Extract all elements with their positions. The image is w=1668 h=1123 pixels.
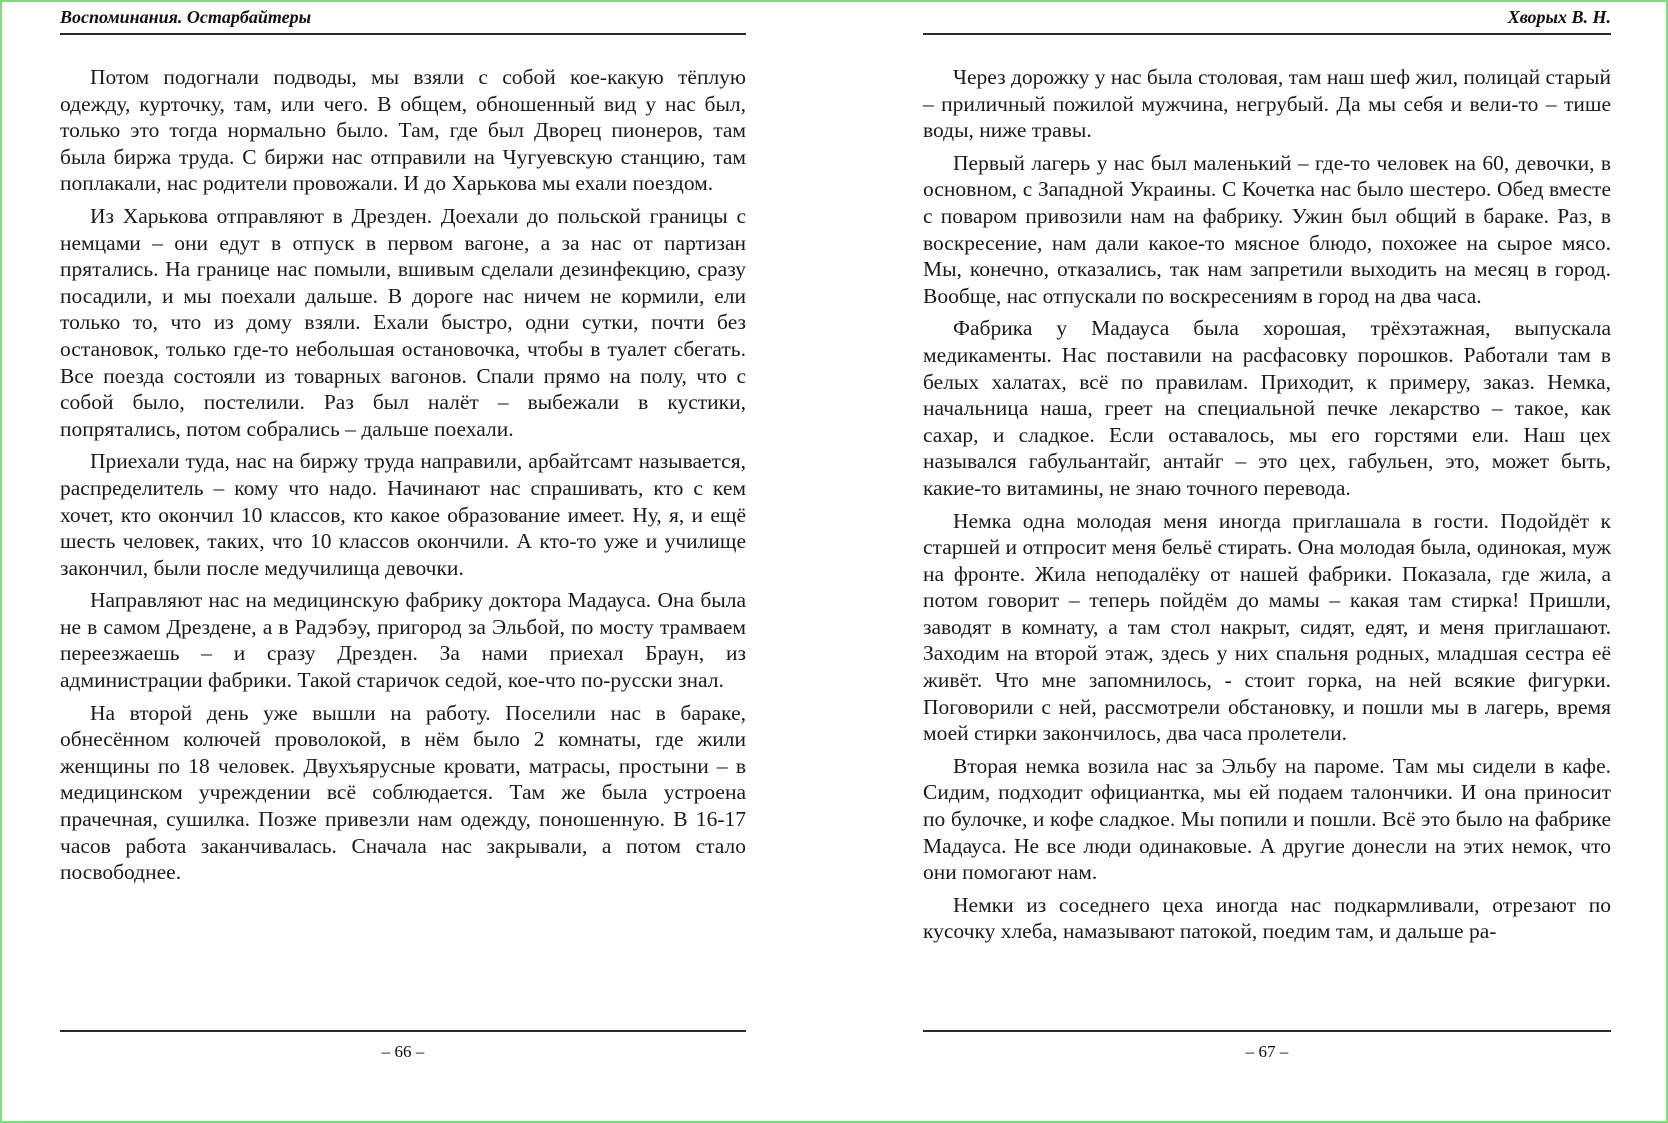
page-body [60,64,746,892]
page-body [923,64,1611,951]
footer-rule [60,1030,746,1032]
header-rule [923,33,1611,35]
paragraph: Первый лагерь у нас был маленький – где-то человек на 60, девочки, в основном, с Западной Украины. С Кочетка нас было шестеро. Обед вместе с поваром привозили нам на фабрику. Ужин был общий в бараке. Раз, в воскресение, нам дали какое-то мясное блюдо, похожее на сырое мясо. Мы, конечно, отказались, так нам запретили выходить на месяц в город. Вообще, нас отпускали по воскресениям в город на два часа. [923,150,1611,308]
paragraph: Немки из соседнего цеха иногда нас подкармливали, отрезают по кусочку хлеба, намазывают патокой, поедим там, и дальше ра- [923,892,1611,944]
paragraph: Вторая немка возила нас за Эльбу на пароме. Там мы сидели в кафе. Сидим, подходит официантка, мы ей подаем талончики. И она приносит по булочке, и кофе сладкое. Мы попили и пошли. Всё это было на фабрике Мадауса. Не все люди одинаковые. А другие донесли на этих немок, что они помогают нам. [923,753,1611,885]
page-number: – 67 – [1245,1042,1289,1061]
paragraph: Немка одна молодая меня иногда приглашала в гости. Подойдёт к старшей и отпросит меня бельё стирать. Она молодая была, одинокая, муж на фронте. Жила неподалёку от нашей фабрики. Показала, где жила, а потом говорит – теперь пойдём до мамы – какая там стирка! Пришли, заводят в комнату, а там стол накрыт, сидят, едят, и меня приглашают. Заходим на второй этаж, здесь у них спальня родных, младшая сестра её живёт. Что мне запомнилось, - стоит горка, на ней всякие фигурки. Поговорили с ней, рассмотрели обстановку, и пошли мы в лагерь, время моей стирки закончилось, два часа пролетели. [923,508,1611,746]
right-page [923,0,1611,1123]
footer-rule [923,1030,1611,1032]
paragraph: Потом подогнали подводы, мы взяли с собой кое-какую тёплую одежду, курточку, там, или чего. В общем, обношенный вид у нас был, только это тогда нормально было. Там, где был Дворец пионеров, там была биржа труда. С биржи нас отправили на Чугуевскую станцию, там поплакали, нас родители провожали. И до Харькова мы ехали поездом. [60,65,746,196]
paragraph: Через дорожку у нас была столовая, там наш шеф жил, полицай старый – приличный пожилой мужчина, негрубый. Да мы себя и вели-то – тише воды, ниже травы. [923,65,1611,143]
paragraph: Приехали туда, нас на биржу труда направили, арбайтсамт называется, распределитель – кому что надо. Начинают нас спрашивать, кто с кем хочет, кто окончил 10 классов, кто какое образование имеет. Ну, я, и ещё шесть человек, таких, что 10 классов окончили. А кто-то уже и училище закончил, были после медучилища девочки. [60,449,746,580]
paragraph: Из Харькова отправляют в Дрезден. Доехали до польской границы с немцами – они едут в отпуск в первом вагоне, а за нас от партизан прятались. На границе нас помыли, вшивым сделали дезинфекцию, сразу посадили, и мы поехали дальше. В дороге нас ничем не кормили, ели только то, что из дому взяли. Ехали быстро, одни сутки, почти без остановок, только где-то небольшая остановочка, чтобы в туалет сбегать. Все поезда состояли из товарных вагонов. Спали прямо на полу, что с собой было, постелили. Раз был налёт – выбежали в кустики, попрятались, потом собрались – дальше поехали. [60,203,746,441]
left-page [60,0,746,1123]
running-head-book-title: Воспоминания. Остарбайтеры [60,7,312,27]
paragraph: Направляют нас на медицинскую фабрику доктора Мадауса. Она была не в самом Дрездене, а в Радэбэу, пригород за Эльбой, по мосту трамваем переезжаешь – и сразу Дрезден. За нами приехал Браун, из администрации фабрики. Такой старичок седой, кое-что по-русски знал. [60,588,746,693]
paragraph: Фабрика у Мадауса была хорошая, трёхэтажная, выпускала медикаменты. Нас поставили на расфасовку порошков. Работали там в белых халатах, всё по правилам. Приходит, к примеру, заказ. Немка, начальница наша, греет на специальной печке лекарство – такое, как сахар, и сладкое. Если оставалось, мы его горстями ели. Наш цех назывался габульантайг, антайг – это цех, габульен, это, может быть, какие-то витамины, не знаю точного перевода. [923,316,1611,500]
header-rule [60,33,746,35]
page-number: – 66 – [381,1042,425,1061]
paragraph: На второй день уже вышли на работу. Поселили нас в бараке, обнесённом колючей проволокой, в нём было 2 комнаты, где жили женщины по 18 человек. Двухъярусные кровати, матрасы, простыни – в медицинском учреждении всё соблюдается. Там же была устроена прачечная, сушилка. Позже привезли нам одежду, поношенную. В 16-17 часов работа заканчивалась. Сначала нас закрывали, а потом стало посвободнее. [60,700,746,885]
running-head-author: Хворых В. Н. [1507,7,1611,27]
